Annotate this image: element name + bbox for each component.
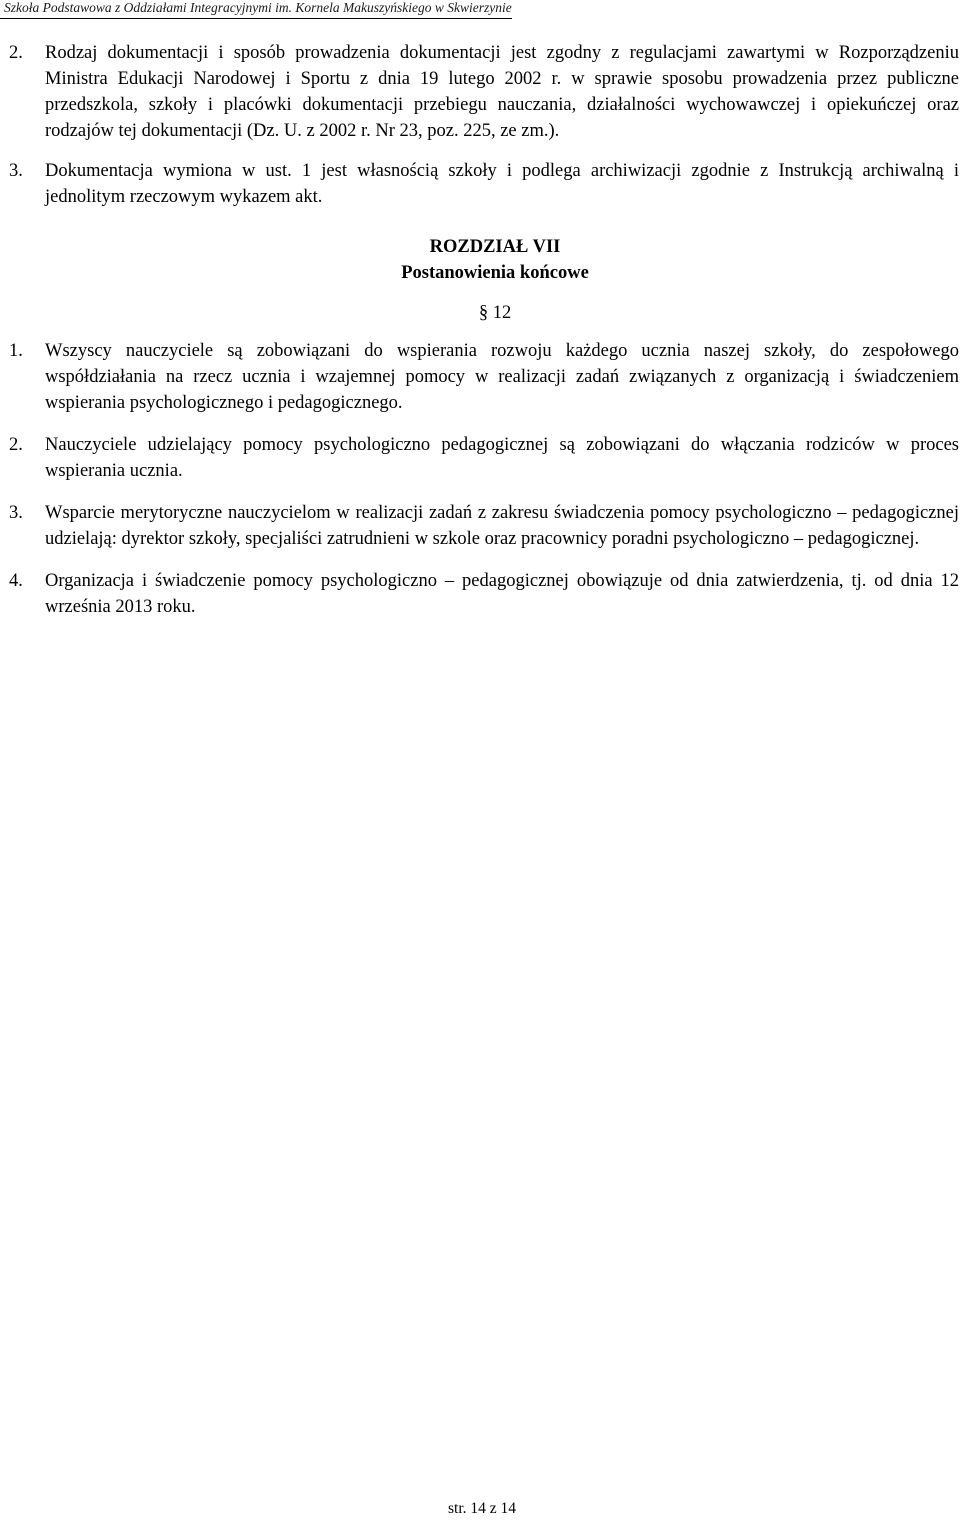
chapter-title: ROZDZIAŁ VII (429, 237, 561, 257)
paragraph-text: Rodzaj dokumentacji i sposób prowadzenia dokumentacji jest zgodny z regulacjami zawartymi w Rozporządzeniu Ministra Edukacji Narodowej i Sportu z dnia 19 lutego 2002 r. w sprawie sposobu prowadzenia przez publiczne przedszkola, szkoły i placówki dokumentacji przebiegu nauczania, działalności wychowawczej i opiekuńczej oraz rodzajów tej dokumentacji (Dz. U. z 2002 r. Nr 23, poz. 225, ze zm.). (45, 43, 959, 141)
page-header: Szkoła Podstawowa z Oddziałami Integracyjnymi im. Kornela Makuszyńskiego w Skwierzynie (0, 0, 512, 19)
paragraph-1 (9, 338, 959, 416)
paragraph-2 (9, 40, 959, 144)
paragraph-text: Wsparcie merytoryczne nauczycielom w realizacji zadań z zakresu świadczenia pomocy psychologiczno – pedagogicznej udzielają: dyrektor szkoły, specjaliści zatrudnieni w szkole oraz pracownicy poradni psychologiczno – pedagogicznej. (45, 503, 959, 549)
paragraph-3 (9, 500, 959, 552)
paragraph-3 (9, 158, 959, 210)
paragraph-4 (9, 568, 959, 620)
paragraph-number: 3. (9, 161, 23, 181)
section-heading (9, 300, 959, 326)
paragraph-number: 4. (9, 571, 23, 591)
paragraph-text: Nauczyciele udzielający pomocy psychologiczno pedagogicznej są zobowiązani do włączania rodziców w proces wspierania ucznia. (45, 435, 959, 481)
section-number: 12 (492, 303, 512, 323)
paragraph-number: 2. (9, 435, 23, 455)
paragraph-number: 3. (9, 503, 23, 523)
page-number: str. 14 z 14 (447, 1500, 517, 1517)
section-symbol: § (478, 303, 489, 323)
paragraph-2 (9, 432, 959, 484)
chapter-subtitle: Postanowienia końcowe (401, 263, 589, 283)
paragraph-text: Organizacja i świadczenie pomocy psychologiczno – pedagogicznej obowiązuje od dnia zatwierdzenia, tj. od dnia 12 września 2013 roku. (45, 571, 959, 617)
paragraph-number: 1. (9, 341, 23, 361)
paragraph-text: Wszyscy nauczyciele są zobowiązani do wspierania rozwoju każdego ucznia naszej szkoły, do zespołowego współdziałania na rzecz ucznia i wzajemnej pomocy w realizacji zadań związanych z organizacją i świadczeniem wspierania psychologicznego i pedagogicznego. (45, 341, 959, 413)
document-body (9, 40, 959, 620)
paragraph-text: Dokumentacja wymiona w ust. 1 jest własnością szkoły i podlega archiwizacji zgodnie z Instrukcją archiwalną i jednolitym rzeczowym wykazem akt. (45, 161, 959, 207)
paragraph-number: 2. (9, 43, 23, 63)
